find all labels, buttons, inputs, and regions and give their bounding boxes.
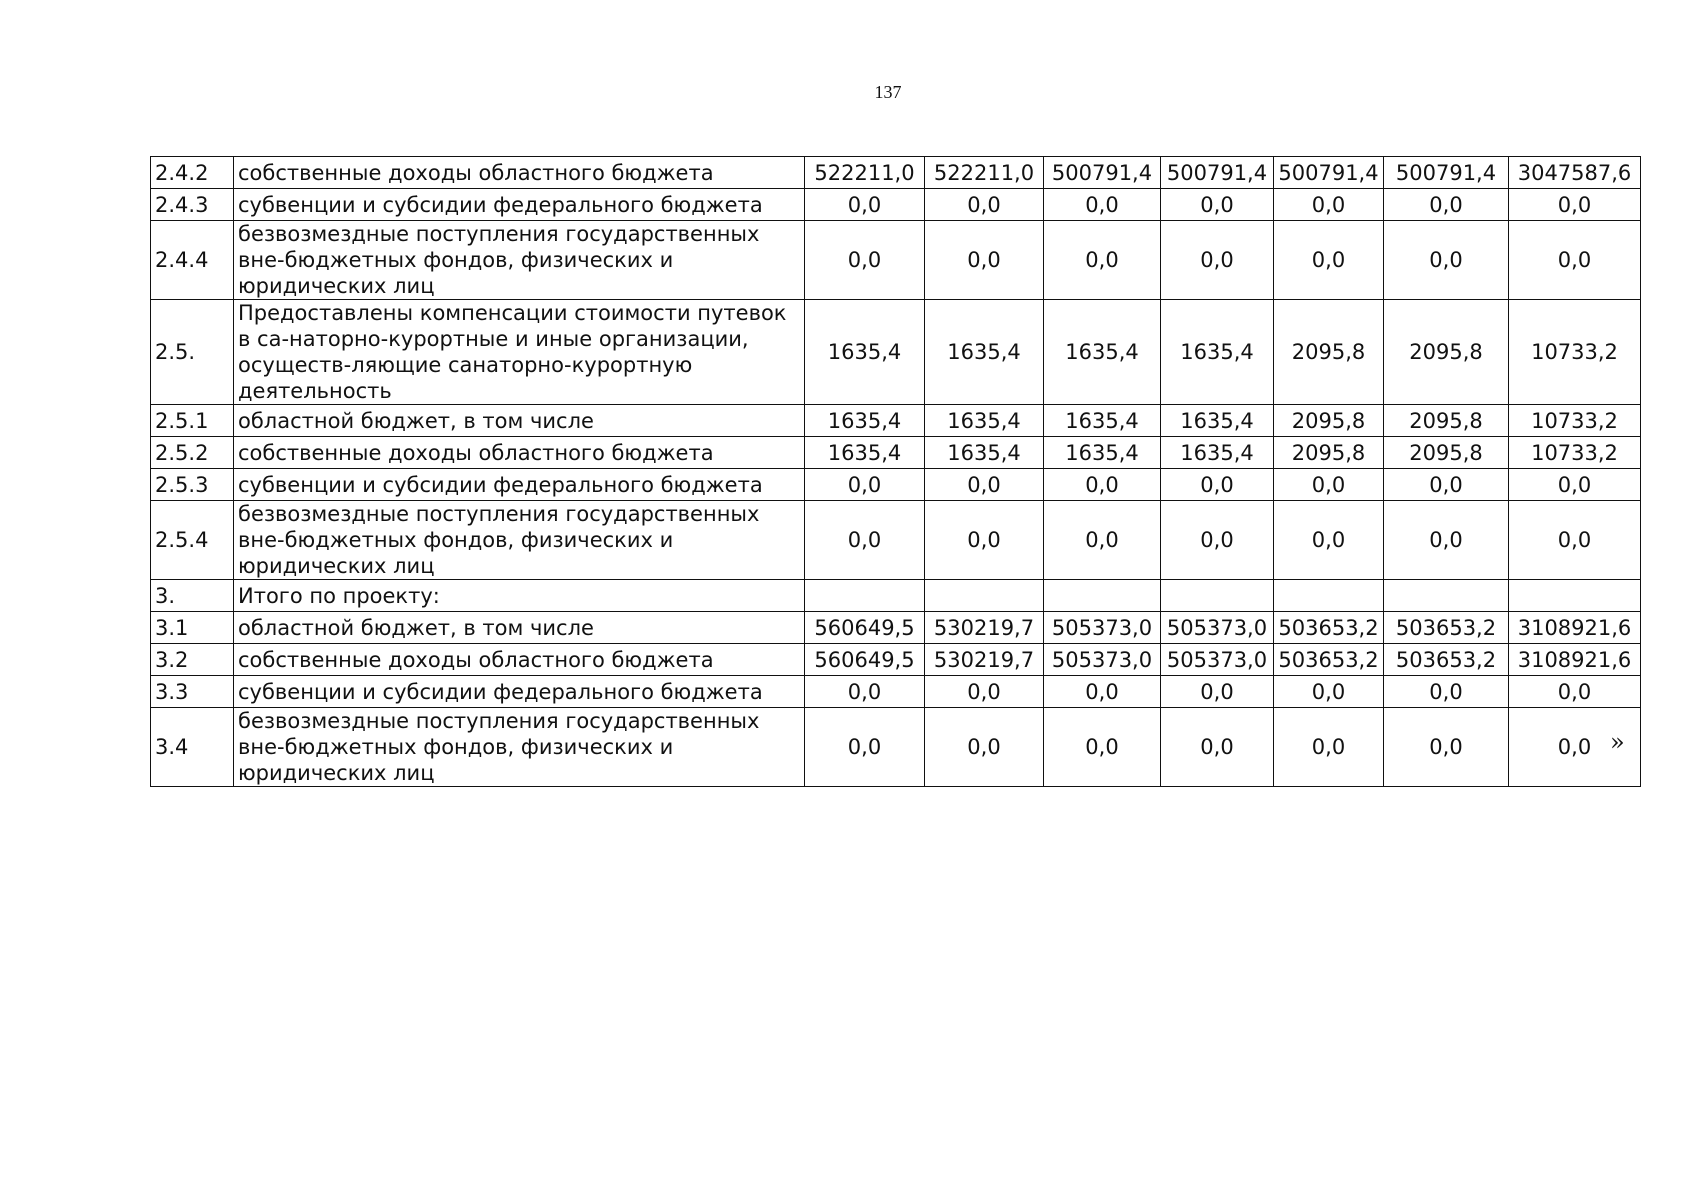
row-label: субвенции и субсидии федерального бюджета (234, 469, 805, 501)
row-code: 2.5. (151, 300, 234, 405)
row-label: собственные доходы областного бюджета (234, 157, 805, 189)
value-cell: 0,0 (1161, 221, 1274, 300)
value-cell: 0,0 (925, 469, 1044, 501)
value-cell: 530219,7 (925, 612, 1044, 644)
value-cell: 0,0 (925, 708, 1044, 787)
value-cell: 505373,0 (1161, 644, 1274, 676)
table-row (151, 676, 1641, 708)
table-row (151, 708, 1641, 787)
row-label: субвенции и субсидии федерального бюджета (234, 189, 805, 221)
table-row (151, 405, 1641, 437)
value-cell: 2095,8 (1274, 405, 1384, 437)
value-cell: 503653,2 (1274, 644, 1384, 676)
value-cell: 0,0 (1044, 189, 1161, 221)
value-cell: 2095,8 (1274, 300, 1384, 405)
row-code: 3. (151, 580, 234, 612)
budget-table-body (151, 157, 1641, 787)
value-cell: 500791,4 (1161, 157, 1274, 189)
value-cell: 1635,4 (1161, 300, 1274, 405)
value-cell: 0,0 (1509, 708, 1641, 787)
value-cell: 0,0 (1274, 469, 1384, 501)
value-cell: 2095,8 (1384, 300, 1509, 405)
table-row (151, 437, 1641, 469)
value-cell: 0,0 (1274, 708, 1384, 787)
row-code: 3.1 (151, 612, 234, 644)
value-cell: 1635,4 (1044, 437, 1161, 469)
value-cell: 0,0 (1044, 221, 1161, 300)
table-row (151, 189, 1641, 221)
value-cell: 1635,4 (1161, 437, 1274, 469)
value-cell: 500791,4 (1384, 157, 1509, 189)
value-cell: 0,0 (805, 708, 925, 787)
value-cell: 3047587,6 (1509, 157, 1641, 189)
value-cell: 500791,4 (1274, 157, 1384, 189)
value-cell (805, 580, 925, 612)
value-cell: 505373,0 (1161, 612, 1274, 644)
value-cell: 0,0 (925, 501, 1044, 580)
value-cell: 1635,4 (1044, 300, 1161, 405)
value-cell: 0,0 (1161, 676, 1274, 708)
row-label: безвозмездные поступления государственных вне-бюджетных фондов, физических и юридических лиц (234, 708, 805, 787)
row-code: 2.5.3 (151, 469, 234, 501)
value-cell: 522211,0 (925, 157, 1044, 189)
value-cell: 0,0 (1044, 708, 1161, 787)
value-cell: 0,0 (925, 676, 1044, 708)
row-code: 2.4.4 (151, 221, 234, 300)
value-cell: 0,0 (805, 501, 925, 580)
value-cell: 0,0 (1509, 501, 1641, 580)
row-label: Предоставлены компенсации стоимости путевок в са-наторно-курортные и иные организации, осуществ-ляющие санаторно-курортную деятельность (234, 300, 805, 405)
value-cell: 0,0 (1161, 501, 1274, 580)
value-cell: 0,0 (1044, 469, 1161, 501)
value-cell: 1635,4 (1044, 405, 1161, 437)
value-cell: 0,0 (1509, 469, 1641, 501)
value-cell: 0,0 (805, 189, 925, 221)
value-cell (1044, 580, 1161, 612)
value-cell: 1635,4 (805, 405, 925, 437)
value-cell: 0,0 (1509, 676, 1641, 708)
value-cell: 1635,4 (805, 437, 925, 469)
value-cell: 0,0 (805, 676, 925, 708)
value-cell (1384, 580, 1509, 612)
value-cell: 503653,2 (1384, 644, 1509, 676)
value-cell: 0,0 (1384, 469, 1509, 501)
value-cell: 3108921,6 (1509, 612, 1641, 644)
value-cell: 0,0 (1384, 501, 1509, 580)
row-label: собственные доходы областного бюджета (234, 437, 805, 469)
value-cell: 2095,8 (1384, 437, 1509, 469)
value-cell: 1635,4 (925, 437, 1044, 469)
row-code: 2.4.2 (151, 157, 234, 189)
value-cell: 1635,4 (1161, 405, 1274, 437)
value-cell: 560649,5 (805, 612, 925, 644)
value-cell: 0,0 (1161, 708, 1274, 787)
value-cell (1161, 580, 1274, 612)
page-number: 137 (874, 82, 902, 102)
value-cell: 0,0 (1509, 221, 1641, 300)
closing-quote-mark: » (1610, 728, 1625, 756)
value-cell: 1635,4 (805, 300, 925, 405)
row-label: собственные доходы областного бюджета (234, 644, 805, 676)
value-cell: 0,0 (925, 189, 1044, 221)
value-cell: 505373,0 (1044, 612, 1161, 644)
value-cell: 0,0 (1044, 501, 1161, 580)
table-row (151, 221, 1641, 300)
value-cell: 0,0 (1384, 708, 1509, 787)
value-cell: 530219,7 (925, 644, 1044, 676)
budget-table (150, 156, 1641, 787)
value-cell: 0,0 (1274, 221, 1384, 300)
value-cell: 10733,2 (1509, 437, 1641, 469)
table-row (151, 644, 1641, 676)
value-cell: 0,0 (1384, 676, 1509, 708)
value-cell: 2095,8 (1274, 437, 1384, 469)
row-code: 3.3 (151, 676, 234, 708)
value-cell: 503653,2 (1384, 612, 1509, 644)
row-label: Итого по проекту: (234, 580, 805, 612)
row-label: безвозмездные поступления государственных вне-бюджетных фондов, физических и юридических лиц (234, 221, 805, 300)
row-code: 2.5.2 (151, 437, 234, 469)
value-cell (1509, 580, 1641, 612)
value-cell: 560649,5 (805, 644, 925, 676)
row-label: областной бюджет, в том числе (234, 612, 805, 644)
value-cell: 505373,0 (1044, 644, 1161, 676)
row-code: 2.5.4 (151, 501, 234, 580)
table-row (151, 300, 1641, 405)
value-cell: 0,0 (1274, 501, 1384, 580)
value-cell: 10733,2 (1509, 405, 1641, 437)
value-cell: 0,0 (1161, 469, 1274, 501)
row-code: 3.4 (151, 708, 234, 787)
value-cell: 2095,8 (1384, 405, 1509, 437)
value-cell: 10733,2 (1509, 300, 1641, 405)
value-cell: 522211,0 (805, 157, 925, 189)
row-label: безвозмездные поступления государственных вне-бюджетных фондов, физических и юридических лиц (234, 501, 805, 580)
value-cell: 0,0 (805, 221, 925, 300)
value-cell: 1635,4 (925, 300, 1044, 405)
table-row (151, 580, 1641, 612)
value-cell: 0,0 (805, 469, 925, 501)
row-label: областной бюджет, в том числе (234, 405, 805, 437)
table-row (151, 157, 1641, 189)
value-cell: 3108921,6 (1509, 644, 1641, 676)
value-cell: 500791,4 (1044, 157, 1161, 189)
value-cell: 0,0 (1274, 189, 1384, 221)
value-cell: 0,0 (1044, 676, 1161, 708)
table-row (151, 501, 1641, 580)
value-cell: 503653,2 (1274, 612, 1384, 644)
value-cell (925, 580, 1044, 612)
row-code: 3.2 (151, 644, 234, 676)
value-cell: 0,0 (1509, 189, 1641, 221)
row-label: субвенции и субсидии федерального бюджета (234, 676, 805, 708)
value-cell (1274, 580, 1384, 612)
value-cell: 1635,4 (925, 405, 1044, 437)
value-cell: 0,0 (1274, 676, 1384, 708)
value-cell: 0,0 (925, 221, 1044, 300)
row-code: 2.4.3 (151, 189, 234, 221)
value-cell: 0,0 (1384, 189, 1509, 221)
row-code: 2.5.1 (151, 405, 234, 437)
value-cell: 0,0 (1384, 221, 1509, 300)
table-row (151, 612, 1641, 644)
value-cell: 0,0 (1161, 189, 1274, 221)
table-row (151, 469, 1641, 501)
